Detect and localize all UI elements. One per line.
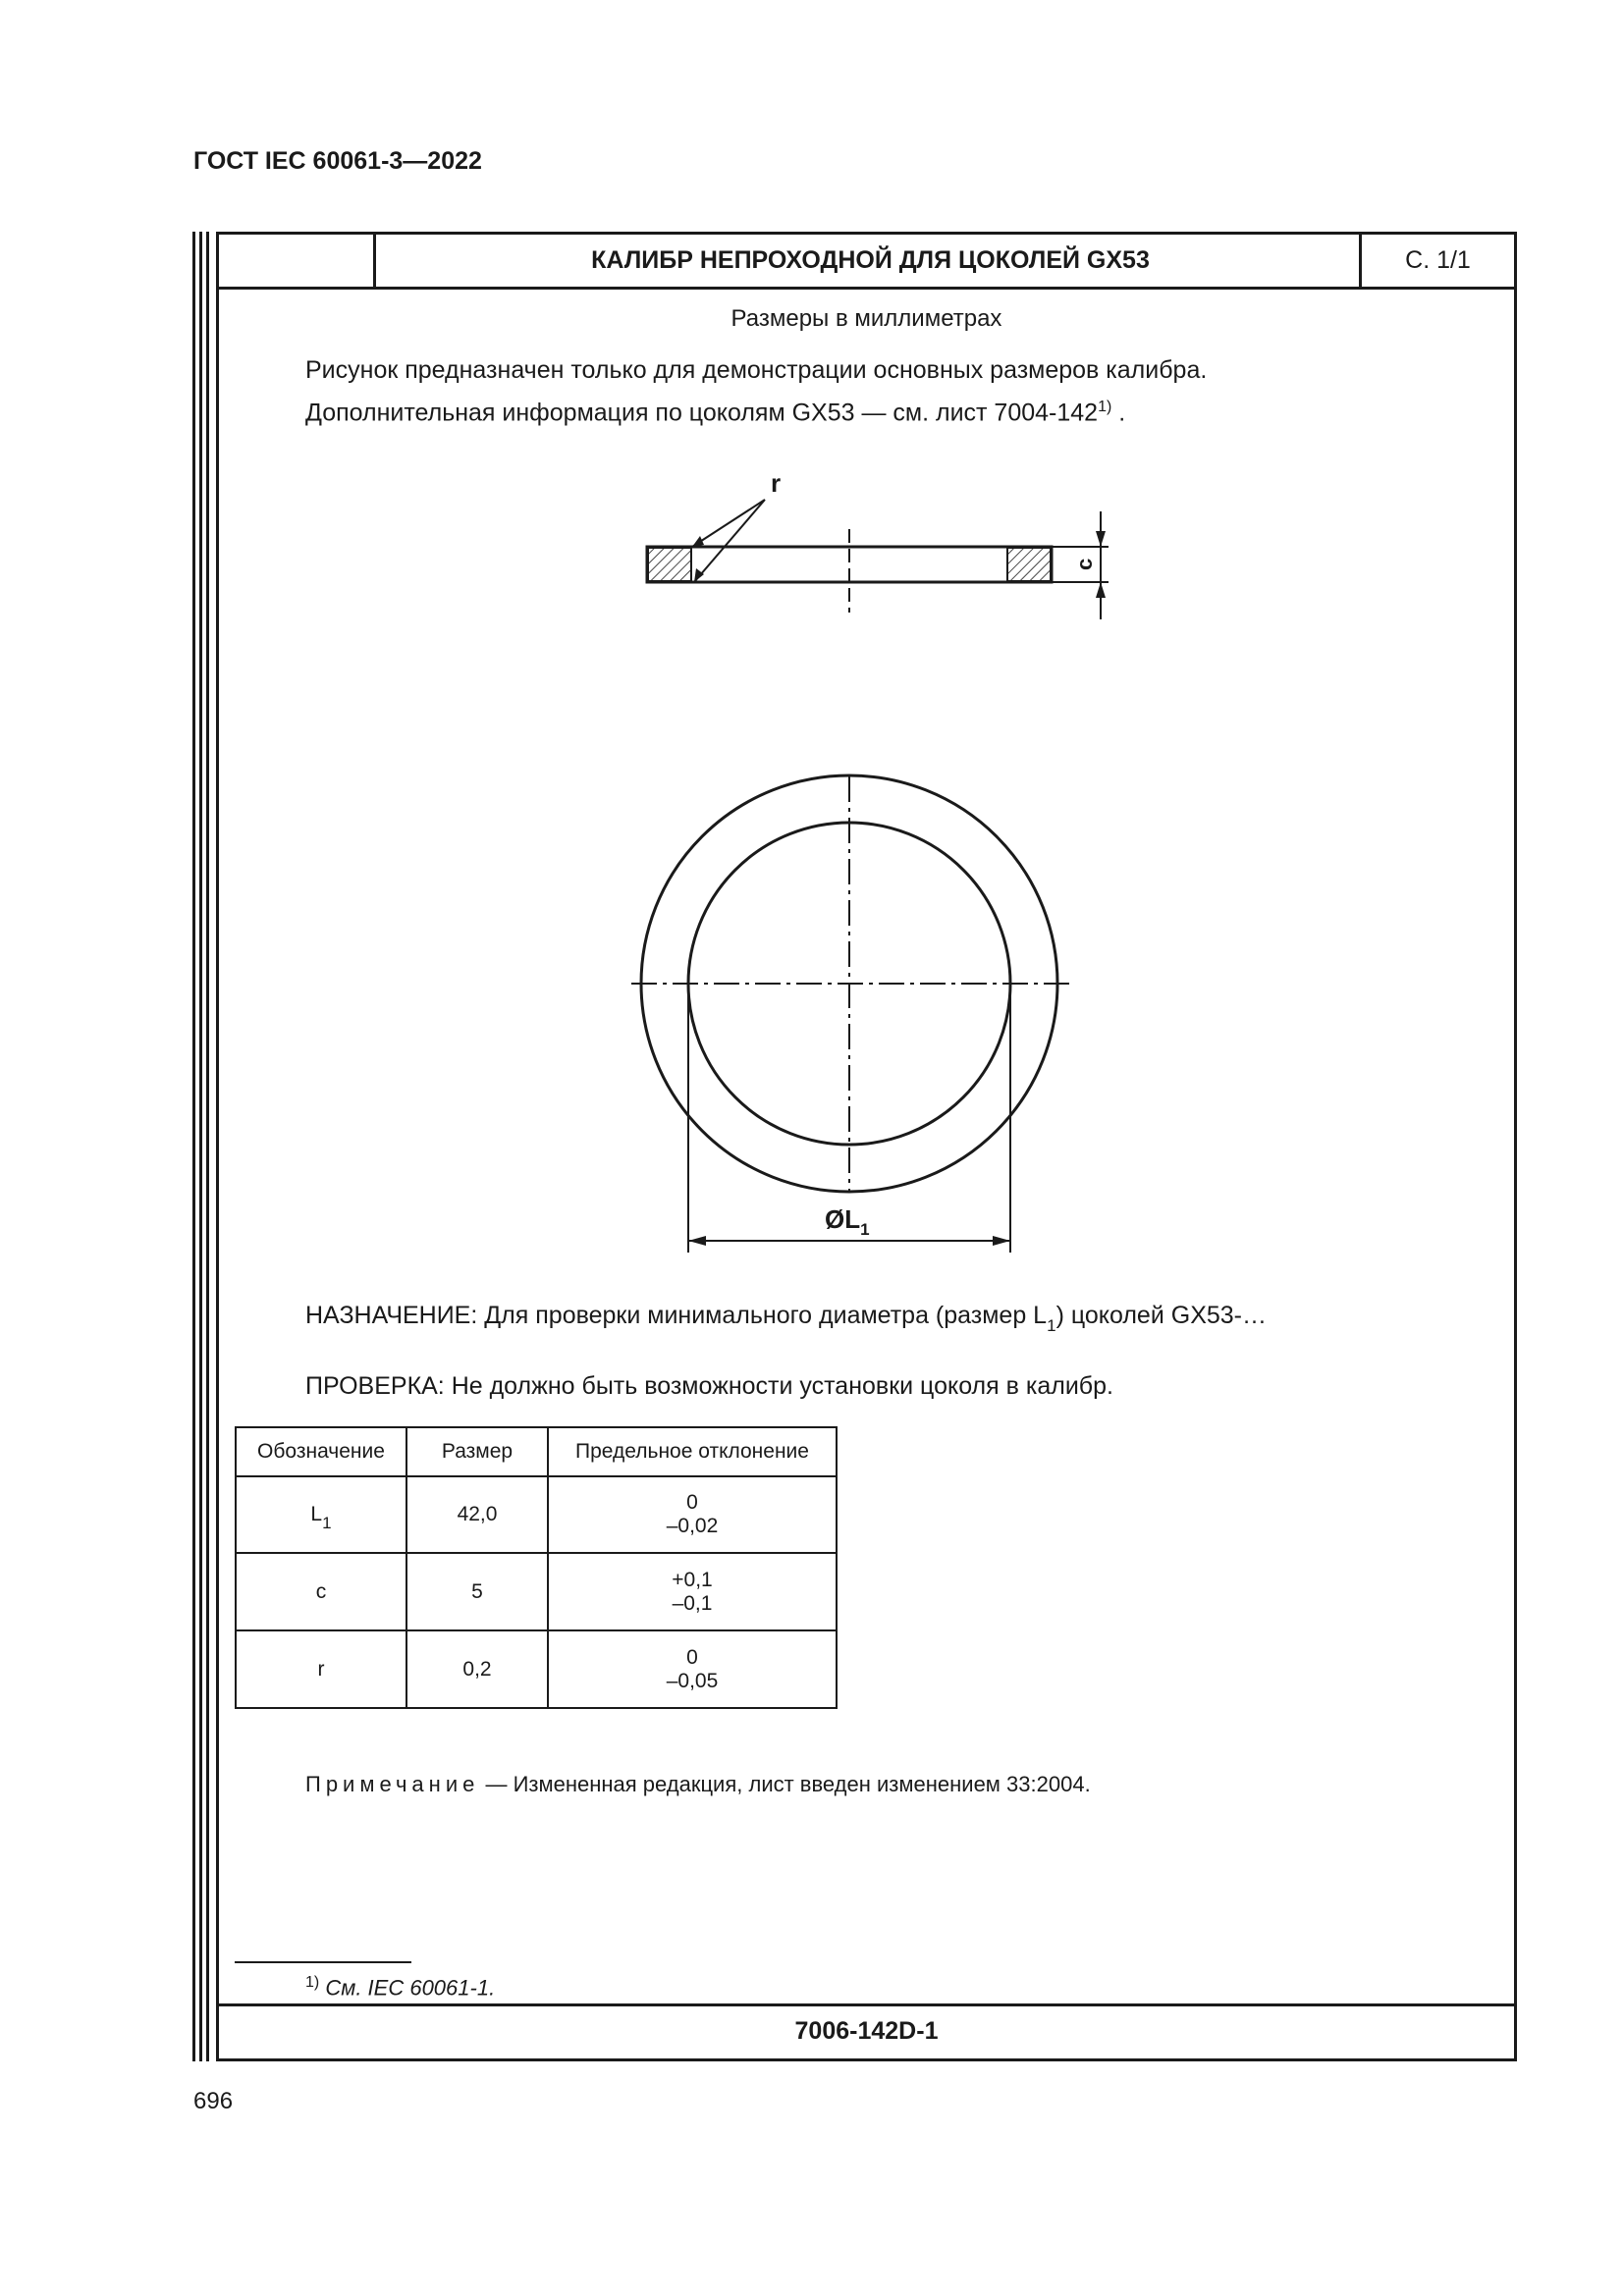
deviation-lower: –0,05 (666, 1669, 719, 1692)
purpose-sub: 1 (1047, 1316, 1056, 1335)
deviation-lower: –0,1 (672, 1591, 713, 1615)
leader-arrow (694, 568, 704, 582)
page-number: 696 (193, 2088, 234, 2114)
check-text: ПРОВЕРКА: Не должно быть возможности установки цоколя в калибр. (305, 1372, 1113, 1400)
dim-arrow (993, 1236, 1010, 1246)
gauge-drawing (219, 235, 1514, 1314)
intro-line-2-text: Дополнительная информация по цоколям GX53 — см. лист 7004-142 (305, 399, 1099, 427)
table-cell-size: 0,2 (406, 1630, 548, 1708)
footnote-separator (235, 1961, 411, 1963)
deviation-lower: –0,02 (666, 1515, 719, 1537)
sheet-title: КАЛИБР НЕПРОХОДНОЙ ДЛЯ ЦОКОЛЕЙ GX53 (591, 246, 1150, 274)
sheet-page: С. 1/1 (1359, 235, 1514, 287)
deviation-upper: +0,1 (672, 1568, 713, 1591)
table-header-cell: Размер (406, 1427, 548, 1476)
dim-arrow (688, 1236, 706, 1246)
margin-line (206, 232, 209, 2061)
table-cell-deviation (548, 1476, 837, 1553)
purpose-suffix: ) цоколей GX53-… (1055, 1302, 1268, 1329)
leader-r-1 (692, 500, 765, 547)
note-text: — Измененная редакция, лист введен изменением 33:2004. (479, 1772, 1091, 1796)
dim-arrow (1096, 582, 1106, 598)
intro-line-2-end: . (1111, 399, 1126, 427)
sheet-number: 7006-142D-1 (219, 2003, 1514, 2058)
table-cell-symbol: r (236, 1630, 406, 1708)
table-header-cell: Обозначение (236, 1427, 406, 1476)
symbol-sub: 1 (322, 1514, 332, 1532)
units-note: Размеры в миллиметрах (730, 305, 1002, 332)
deviation-upper: 0 (686, 1491, 698, 1514)
table-cell-deviation (548, 1553, 837, 1630)
leader-arrow (692, 536, 704, 547)
table-row (236, 1476, 837, 1553)
deviation-upper: 0 (686, 1645, 698, 1669)
margin-line (199, 232, 202, 2061)
intro-line-1: Рисунок предназначен только для демонстрации основных размеров калибра. (305, 356, 1208, 384)
sheet-frame (216, 232, 1517, 2061)
plan-view (631, 775, 1069, 1253)
table-header-row (236, 1427, 837, 1476)
label-diameter-sub: 1 (860, 1220, 870, 1239)
label-diameter-main: ØL (825, 1204, 861, 1234)
leader-r-2 (694, 500, 765, 582)
footnote-text: См. IEC 60061-1. (319, 1975, 496, 2001)
table-header-cell: Предельное отклонение (548, 1427, 837, 1476)
purpose-text (305, 1302, 1268, 1335)
standard-header: ГОСТ IEC 60061-3—2022 (193, 147, 482, 175)
label-r: r (771, 468, 782, 498)
purpose-prefix: НАЗНАЧЕНИЕ: Для проверки минимального диаметра (размер L (305, 1302, 1048, 1329)
dim-arrow (1096, 531, 1106, 547)
section-view (647, 468, 1109, 619)
note-label: Примечание (305, 1772, 480, 1796)
table-cell-deviation (548, 1630, 837, 1708)
table-cell-size: 5 (406, 1553, 548, 1630)
table-row (236, 1553, 837, 1630)
footnote (305, 1974, 495, 2001)
footnote-mark: 1) (305, 1974, 320, 1991)
section-hatch-right (1007, 548, 1051, 581)
table-cell-symbol: c (236, 1553, 406, 1630)
table-cell-size: 42,0 (406, 1476, 548, 1553)
table-row (236, 1630, 837, 1708)
footnote-ref: 1) (1098, 399, 1112, 415)
margin-line (192, 232, 195, 2061)
label-diameter (825, 1204, 870, 1239)
table-cell-symbol (236, 1476, 406, 1553)
section-hatch-left (648, 548, 691, 581)
note (305, 1772, 1091, 1797)
label-c: c (1072, 558, 1097, 570)
dimensions-table (235, 1426, 838, 1709)
symbol-main: L (310, 1503, 323, 1525)
